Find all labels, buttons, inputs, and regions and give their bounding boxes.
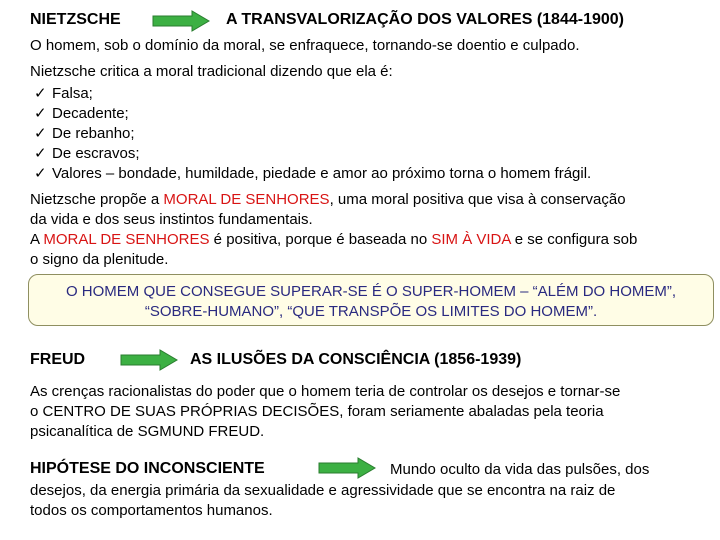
list-item: ✓ De rebanho; <box>34 125 135 142</box>
highlight-moral-de-senhores: MORAL DE SENHORES <box>163 191 330 208</box>
proposal-paragraph: Nietzsche propõe a MORAL DE SENHORES, uma moral positiva que visa à conservação da vida e dos seus instintos fundamentais. A MORAL DE SENHORES é positiva, porque é baseada no SIM À VIDA e se configura sob o signo da plenitude. <box>30 191 638 268</box>
check-icon: ✓ <box>34 105 47 122</box>
list-item: ✓ De escravos; <box>34 145 140 162</box>
list-item: ✓ Falsa; <box>34 85 93 102</box>
hypothesis-definition: Mundo oculto da vida das pulsões, dos <box>390 461 650 478</box>
list-item: ✓ Decadente; <box>34 105 129 122</box>
right-arrow-icon <box>318 457 376 479</box>
nietzsche-intro: O homem, sob o domínio da moral, se enfraquece, tornando-se doentio e culpado. <box>30 37 580 54</box>
check-icon: ✓ <box>34 125 47 142</box>
right-arrow-icon <box>152 10 210 32</box>
freud-label: FREUD <box>30 351 86 368</box>
critique-intro: Nietzsche critica a moral tradicional dizendo que ela é: <box>30 63 393 80</box>
superman-callout <box>28 274 714 326</box>
hypothesis-paragraph: desejos, da energia primária da sexualidade e agressividade que se encontra na raiz de todos os comportamentos humanos. <box>30 482 616 519</box>
critique-list <box>34 84 591 184</box>
check-icon: ✓ <box>34 85 47 102</box>
check-icon: ✓ <box>34 165 47 182</box>
freud-paragraph: As crenças racionalistas do poder que o homem teria de controlar os desejos e tornar-se o CENTRO DE SUAS PRÓPRIAS DECISÕES, foram seriamente abaladas pela teoria psicanalítica de SGMUND FREUD. <box>30 383 621 440</box>
right-arrow-icon <box>120 349 178 371</box>
highlight-sim-a-vida: SIM À VIDA <box>431 231 511 248</box>
freud-title: AS ILUSÕES DA CONSCIÊNCIA (1856-1939) <box>190 351 522 368</box>
callout-line-1: O HOMEM QUE CONSEGUE SUPERAR-SE É O SUPER-HOMEM – “ALÉM DO HOMEM”, <box>65 283 677 300</box>
highlight-moral-de-senhores: MORAL DE SENHORES <box>43 231 210 248</box>
callout-line-2: “SOBRE-HUMANO”, “QUE TRANSPÕE OS LIMITES DO HOMEM”. <box>144 303 598 320</box>
nietzsche-label: NIETZSCHE <box>30 11 121 28</box>
check-icon: ✓ <box>34 145 47 162</box>
hypothesis-label: HIPÓTESE DO INCONSCIENTE <box>30 460 265 477</box>
list-item: ✓ Valores – bondade, humildade, piedade e amor ao próximo torna o homem frágil. <box>34 165 592 182</box>
nietzsche-title: A TRANSVALORIZAÇÃO DOS VALORES (1844-1900) <box>226 11 624 28</box>
